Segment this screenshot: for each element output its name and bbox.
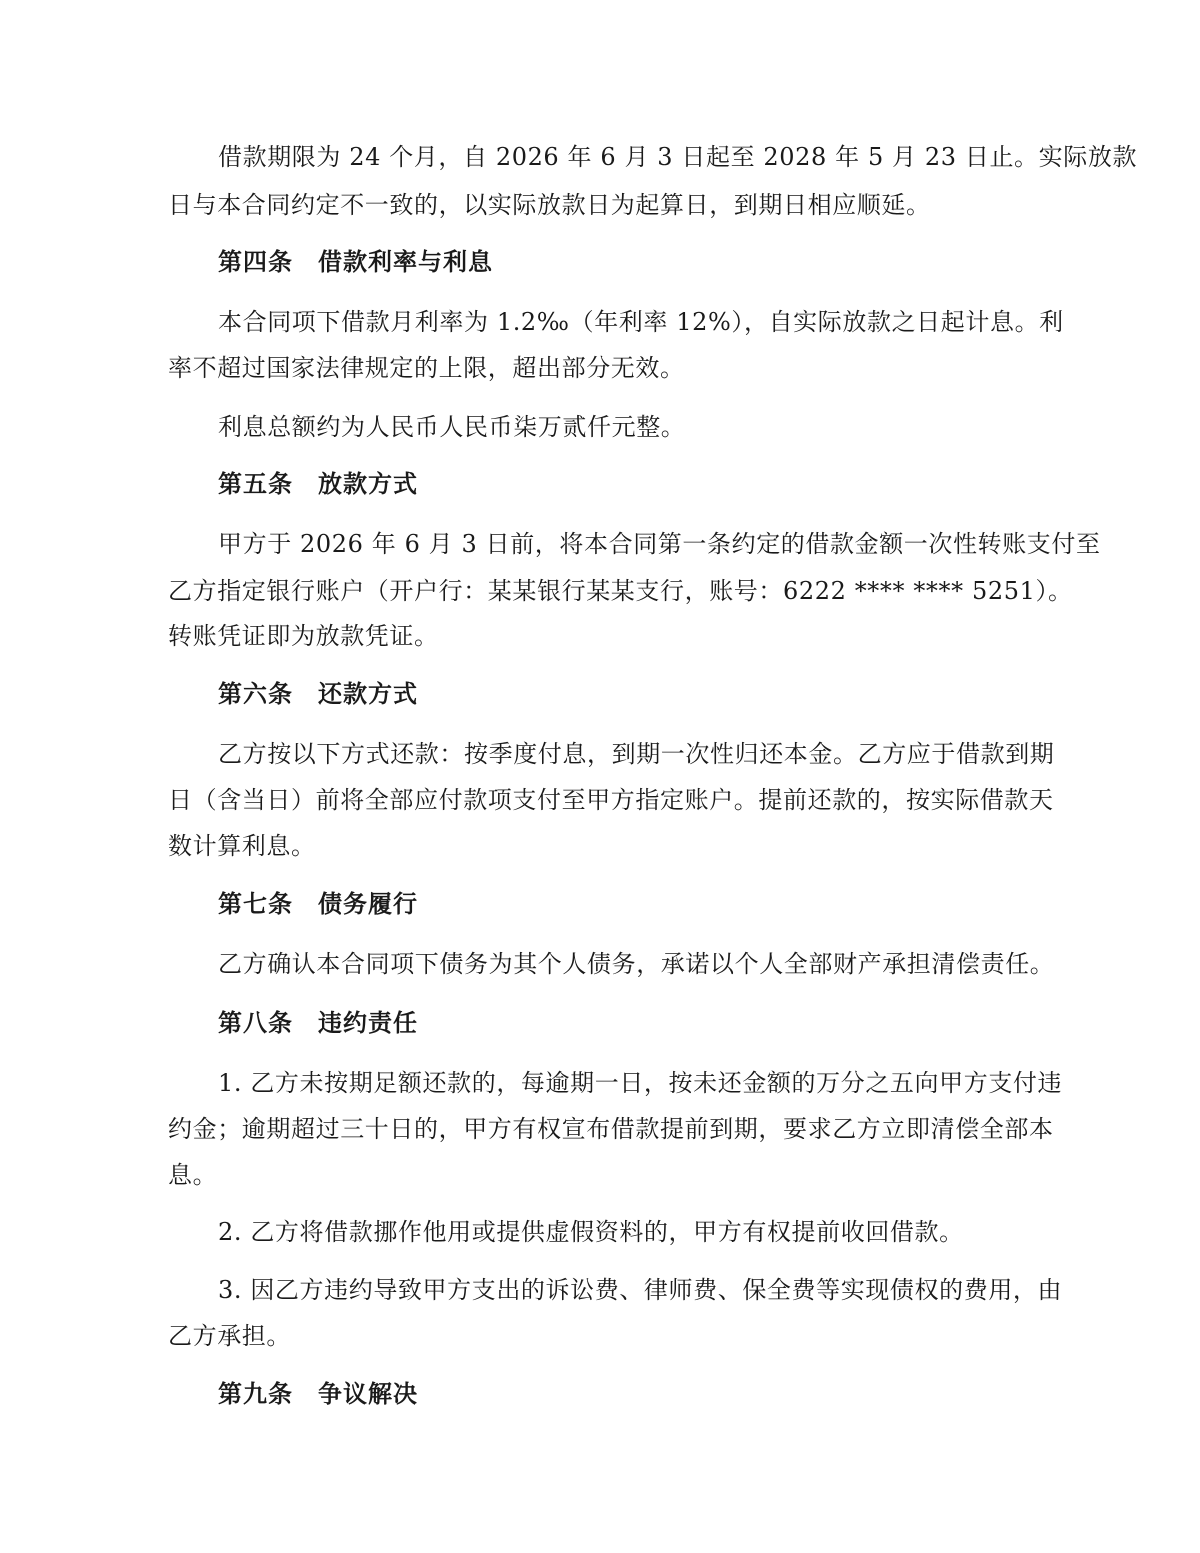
paragraph-line: 2. 乙方将借款挪作他用或提供虚假资料的，甲方有权提前收回借款。 [218, 1218, 964, 1246]
paragraph-line: 3. 因乙方违约导致甲方支出的诉讼费、律师费、保全费等实现债权的费用，由 [218, 1276, 1063, 1304]
paragraph-line: 转账凭证即为放款凭证。 [168, 622, 439, 650]
paragraph-line: 1. 乙方未按期足额还款的，每逾期一日，按未还金额的万分之五向甲方支付违 [218, 1069, 1063, 1097]
paragraph-line: 乙方承担。 [168, 1322, 291, 1350]
paragraph-line: 乙方确认本合同项下债务为其个人债务，承诺以个人全部财产承担清偿责任。 [218, 950, 1055, 978]
section-heading: 第八条 违约责任 [218, 1008, 418, 1037]
section-heading: 第四条 借款利率与利息 [218, 247, 493, 276]
paragraph-line: 日（含当日）前将全部应付款项支付至甲方指定账户。提前还款的，按实际借款天 [168, 786, 1054, 814]
paragraph-line: 本合同项下借款月利率为 1.2‰（年利率 12%），自实际放款之日起计息。利 [218, 308, 1064, 336]
paragraph-line: 甲方于 2026 年 6 月 3 日前，将本合同第一条约定的借款金额一次性转账支付至 [218, 530, 1101, 558]
paragraph-line: 乙方按以下方式还款：按季度付息，到期一次性归还本金。乙方应于借款到期 [218, 740, 1055, 768]
section-heading: 第五条 放款方式 [218, 469, 418, 498]
paragraph-line: 借款期限为 24 个月，自 2026 年 6 月 3 日起至 2028 年 5 月 23 日止。实际放款 [218, 143, 1138, 171]
section-heading: 第九条 争议解决 [218, 1379, 418, 1408]
section-heading: 第六条 还款方式 [218, 679, 418, 708]
paragraph-line: 数计算利息。 [168, 832, 316, 860]
section-heading: 第七条 债务履行 [218, 889, 418, 918]
paragraph-line: 率不超过国家法律规定的上限，超出部分无效。 [168, 354, 685, 382]
paragraph-line: 利息总额约为人民币人民币柒万贰仟元整。 [218, 413, 686, 441]
paragraph-line: 约金；逾期超过三十日的，甲方有权宣布借款提前到期，要求乙方立即清偿全部本 [168, 1115, 1054, 1143]
paragraph-line: 日与本合同约定不一致的，以实际放款日为起算日，到期日相应顺延。 [168, 191, 931, 219]
paragraph-line: 乙方指定银行账户（开户行：某某银行某某支行，账号：6222 **** **** 5251）。 [168, 577, 1073, 605]
paragraph-line: 息。 [168, 1161, 218, 1189]
